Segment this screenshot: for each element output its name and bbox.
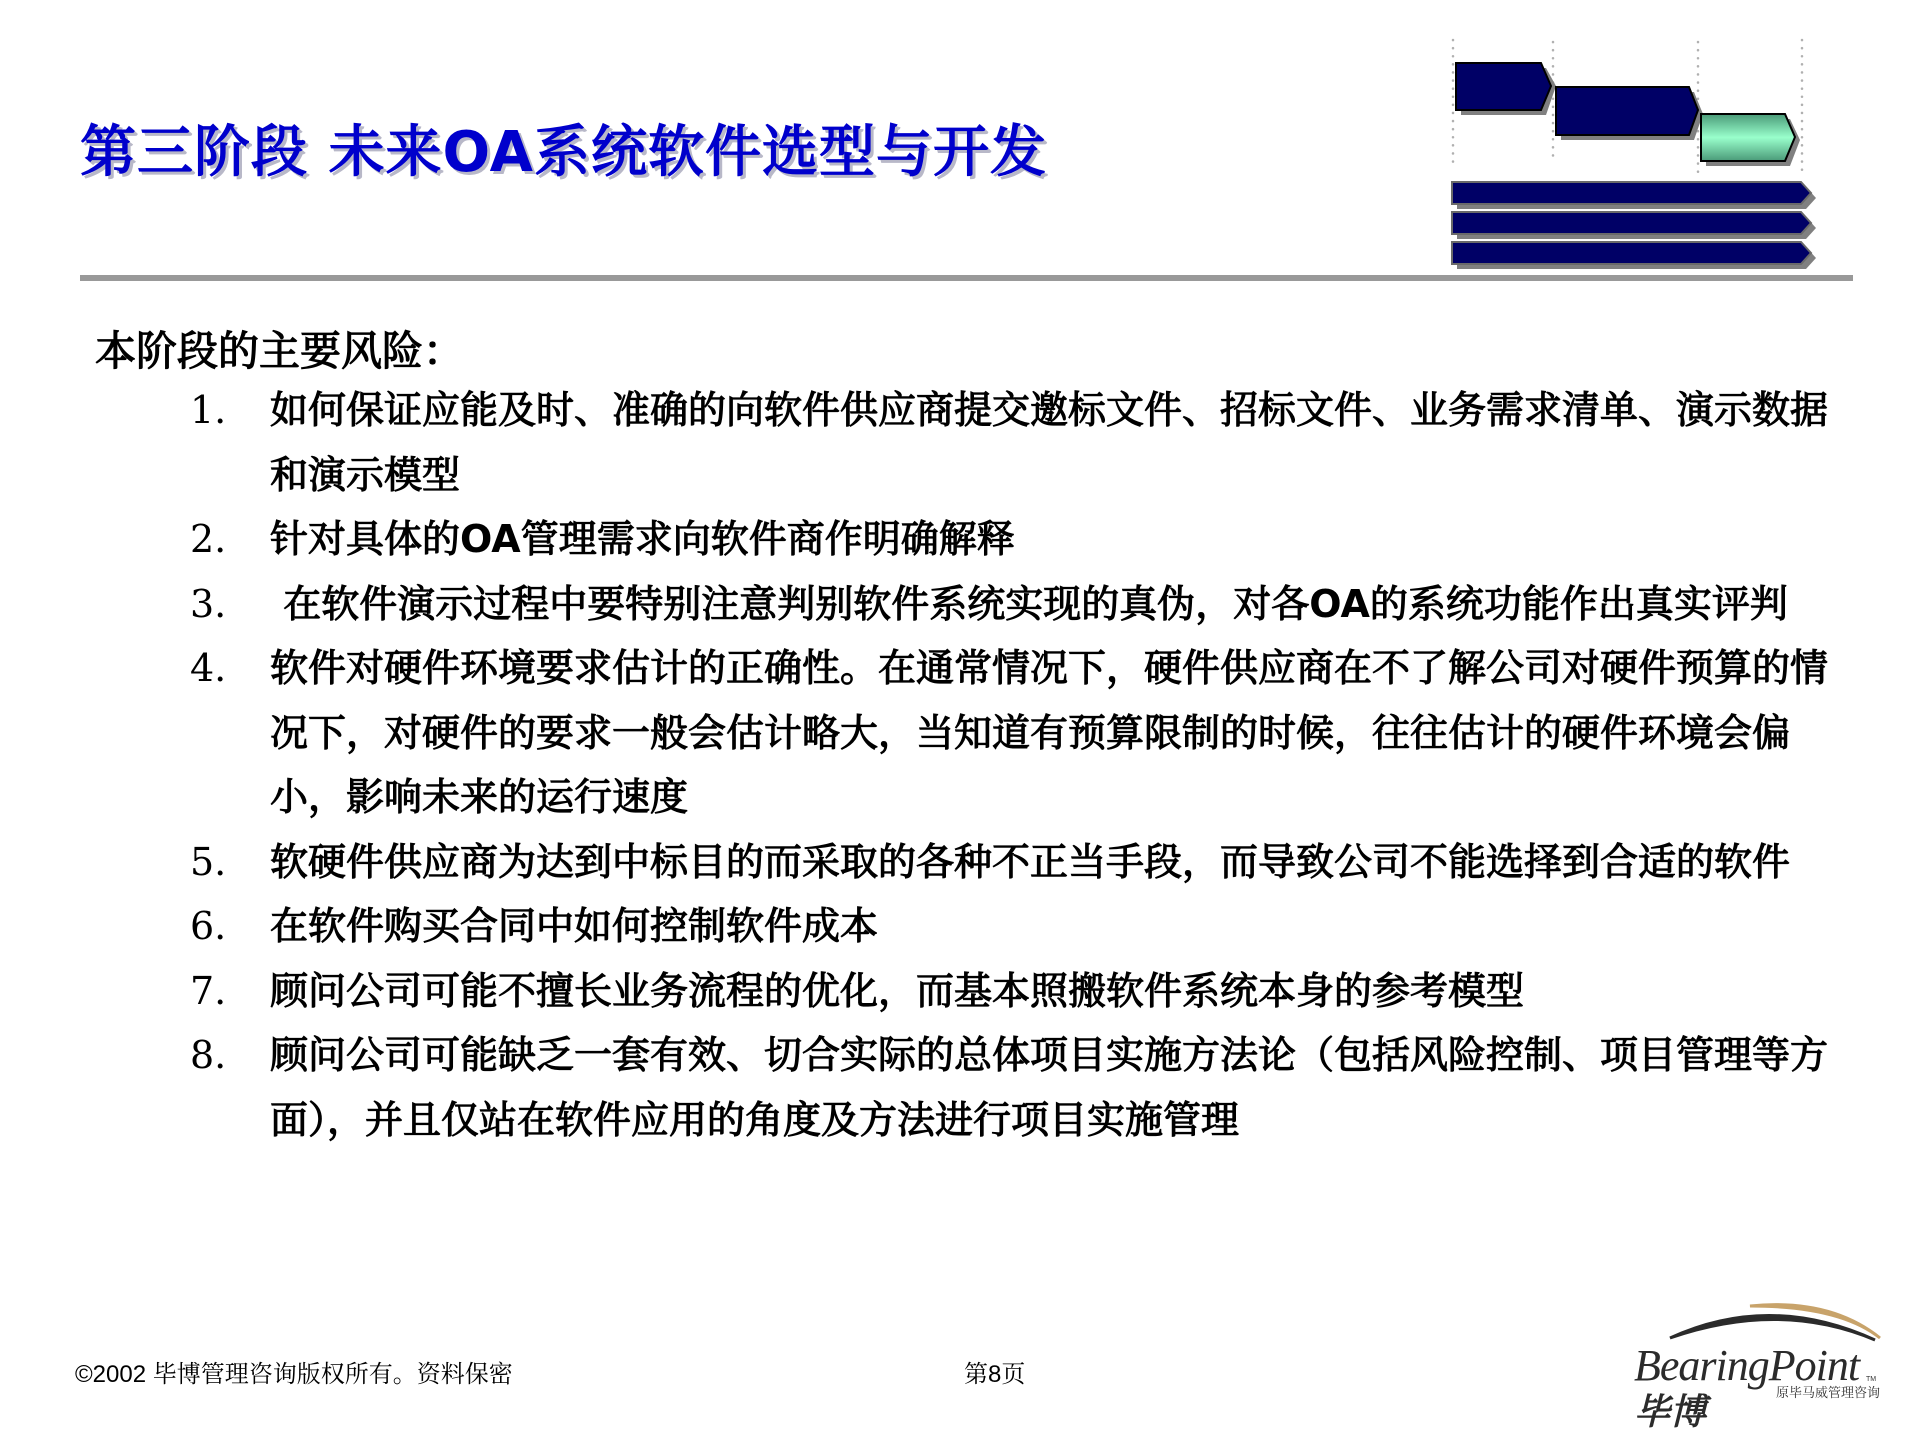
- risk-text: 针对具体的OA管理需求向软件商作明确解释: [270, 517, 1015, 561]
- phase-progress-gantt-icon: [1440, 30, 1860, 280]
- risk-number: 1.: [190, 388, 227, 432]
- logo-wordmark: BearingPoint: [1634, 1341, 1860, 1390]
- risk-number: 5.: [190, 839, 227, 884]
- slide-title: 第三阶段 未来OA系统软件选型与开发: [80, 120, 1047, 185]
- risk-item: [190, 378, 1840, 507]
- risk-item: [190, 830, 1840, 895]
- risk-item: [190, 572, 1840, 637]
- risk-number: 2.: [190, 517, 227, 561]
- risk-text: 软硬件供应商为达到中标目的而采取的各种不正当手段，而导致公司不能选择到合适的软件: [270, 839, 1791, 884]
- risk-text: 在软件购买合同中如何控制软件成本: [270, 904, 879, 948]
- risk-item: [190, 959, 1840, 1024]
- logo-trademark: TM: [1866, 1376, 1877, 1383]
- bearingpoint-logo: [1630, 1300, 1890, 1433]
- risk-number: 4.: [190, 646, 227, 690]
- risk-number: 8.: [190, 1033, 227, 1077]
- risks-heading: 本阶段的主要风险：: [95, 327, 464, 375]
- logo-subtitle: 原毕马威管理咨询: [1776, 1386, 1881, 1401]
- title-divider: [80, 275, 1853, 281]
- risk-item: [190, 636, 1840, 830]
- risk-item: [190, 507, 1840, 572]
- risk-text: 如何保证应能及时、准确的向软件供应商提交邀标文件、招标文件、业务需求清单、演示数据和演示模型: [270, 388, 1829, 497]
- risk-text: 顾问公司可能不擅长业务流程的优化，而基本照搬软件系统本身的参考模型: [270, 968, 1525, 1013]
- risk-item: [190, 894, 1840, 959]
- logo-chinese-name: 毕博: [1634, 1391, 1707, 1433]
- risk-number: 6.: [190, 904, 227, 948]
- page-number: 第8页: [964, 1361, 1026, 1388]
- risk-text: 在软件演示过程中要特别注意判别软件系统实现的真伪，对各OA的系统功能作出真实评判: [270, 581, 1788, 626]
- risk-number: 7.: [190, 968, 227, 1013]
- risk-list: [190, 378, 1840, 1152]
- risk-text: 软件对硬件环境要求估计的正确性。在通常情况下，硬件供应商在不了解公司对硬件预算的情况下，对硬件的要求一般会估计略大，当知道有预算限制的时候，往往估计的硬件环境会偏小，影响未来的运行速度: [270, 646, 1829, 819]
- footer-copyright: ©2002 毕博管理咨询版权所有。资料保密: [75, 1361, 513, 1388]
- risk-number: 3.: [190, 581, 227, 626]
- risk-item: [190, 1023, 1840, 1152]
- risk-text: 顾问公司可能缺乏一套有效、切合实际的总体项目实施方法论（包括风险控制、项目管理等方面），并且仅站在软件应用的角度及方法进行项目实施管理: [270, 1033, 1829, 1142]
